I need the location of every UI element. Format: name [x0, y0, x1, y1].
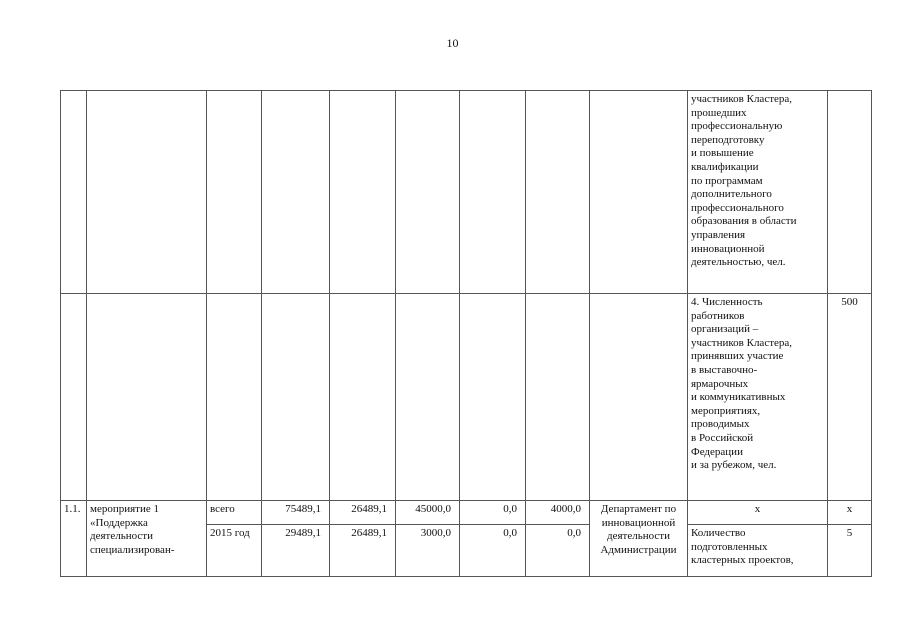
cell-empty	[61, 91, 87, 294]
cell-empty	[396, 294, 460, 501]
year-value-2: 26489,1	[330, 525, 396, 577]
indicator-4-value: 500	[828, 294, 872, 501]
indicator-3-value	[828, 91, 872, 294]
total-value-5: 4000,0	[526, 501, 590, 525]
year-value-3: 3000,0	[396, 525, 460, 577]
cell-empty	[87, 91, 207, 294]
table-row	[61, 91, 872, 294]
indicator-4-text: 4. Численность работников организаций – участников Кластера, принявших участие в выставочно- ярмарочных и коммуникативных мероприятиях, проводимых в Российской Федерации и за рубежом, чел.	[688, 294, 828, 501]
item-name: мероприятие 1 «Поддержка деятельности специализирован-	[87, 501, 207, 577]
total-value-1: 75489,1	[262, 501, 330, 525]
table-row	[61, 501, 872, 525]
program-table	[60, 90, 872, 577]
year-target: 5	[828, 525, 872, 577]
cell-empty	[460, 91, 526, 294]
period-2015: 2015 год	[207, 525, 262, 577]
cell-empty	[590, 91, 688, 294]
indicator-3-text: участников Кластера, прошедших профессиональную переподготовку и повышение квалификации по программам дополнительного профессионального образования в области управления инновационной деятельностью, чел.	[688, 91, 828, 294]
cell-empty	[526, 91, 590, 294]
total-value-2: 26489,1	[330, 501, 396, 525]
year-value-1: 29489,1	[262, 525, 330, 577]
total-target: x	[828, 501, 872, 525]
year-value-5: 0,0	[526, 525, 590, 577]
year-value-4: 0,0	[460, 525, 526, 577]
executor: Департамент по инновационной деятельности Администрации	[590, 501, 688, 577]
cell-empty	[61, 294, 87, 501]
cell-empty	[590, 294, 688, 501]
table-row	[61, 294, 872, 501]
cell-empty	[330, 294, 396, 501]
page-number: 10	[446, 36, 459, 50]
cell-empty	[262, 294, 330, 501]
period-total: всего	[207, 501, 262, 525]
cell-empty	[207, 91, 262, 294]
cell-empty	[396, 91, 460, 294]
total-value-3: 45000,0	[396, 501, 460, 525]
cell-empty	[526, 294, 590, 501]
year-indicator: Количество подготовленных кластерных проектов,	[688, 525, 828, 577]
cell-empty	[330, 91, 396, 294]
cell-empty	[207, 294, 262, 501]
cell-empty	[262, 91, 330, 294]
cell-empty	[87, 294, 207, 501]
item-number: 1.1.	[61, 501, 87, 577]
total-value-4: 0,0	[460, 501, 526, 525]
total-indicator: x	[688, 501, 828, 525]
cell-empty	[460, 294, 526, 501]
